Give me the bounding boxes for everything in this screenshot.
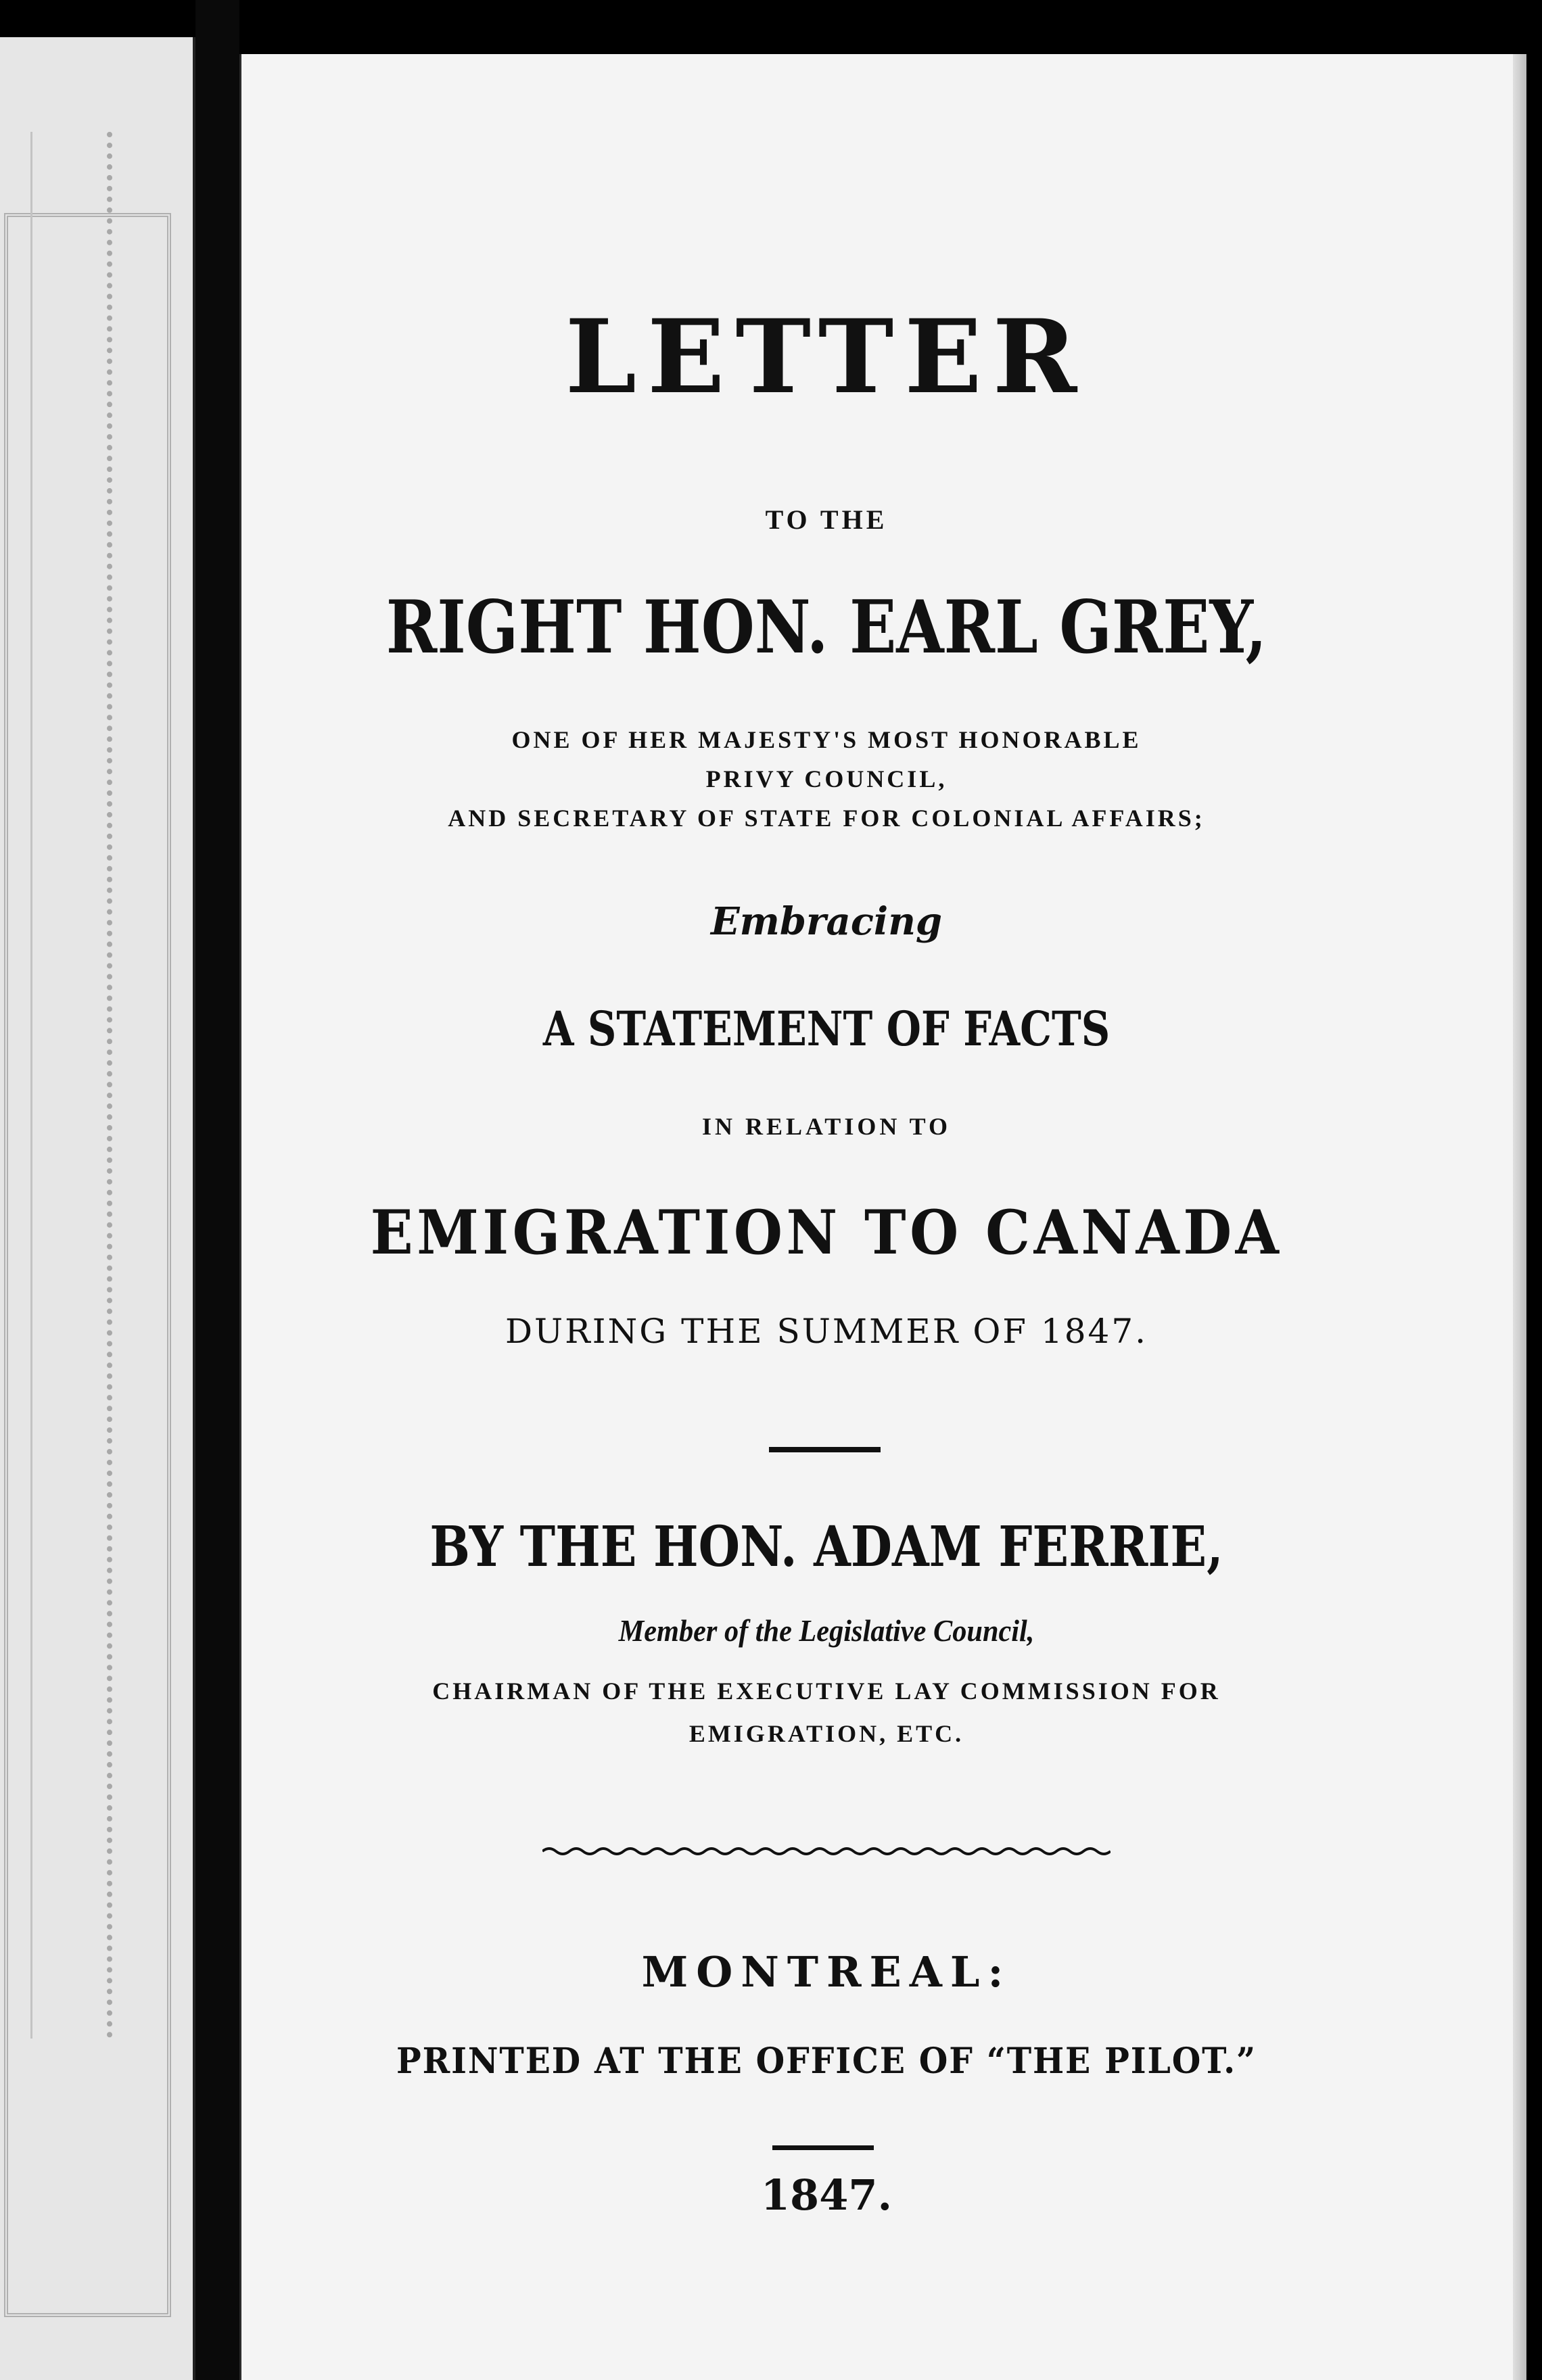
author-chair-line: EMIGRATION, ETC. bbox=[688, 1720, 964, 1747]
addressee-office-line: AND SECRETARY OF STATE FOR COLONIAL AFFAIRS; bbox=[448, 805, 1205, 832]
left-cover-board bbox=[0, 37, 195, 2380]
page-title: LETTER bbox=[565, 298, 1088, 416]
book-gutter bbox=[195, 0, 239, 2380]
period-line: DURING THE SUMMER OF 1847. bbox=[505, 1312, 1148, 1351]
addressee-office-line: PRIVY COUNCIL, bbox=[705, 765, 948, 792]
author-chair-line: CHAIRMAN OF THE EXECUTIVE LAY COMMISSION FOR bbox=[432, 1677, 1221, 1705]
to-the-line: TO THE bbox=[765, 504, 888, 535]
cover-ornament-vine bbox=[30, 132, 112, 2039]
divider-rule bbox=[769, 1447, 881, 1452]
addressee-office-line: ONE OF HER MAJESTY'S MOST HONORABLE bbox=[511, 726, 1142, 753]
subject-heading: EMIGRATION TO CANADA bbox=[370, 1197, 1283, 1268]
author-role: Member of the Legislative Council, bbox=[618, 1613, 1035, 1648]
wavy-divider bbox=[542, 1844, 1111, 1858]
author-line: BY THE HON. ADAM FERRIE, bbox=[429, 1515, 1223, 1579]
imprint-place: MONTREAL: bbox=[641, 1947, 1012, 1997]
page-edge bbox=[1513, 54, 1526, 2380]
imprint-year: 1847. bbox=[760, 2170, 893, 2220]
divider-rule bbox=[772, 2145, 874, 2150]
embracing-line: Embracing bbox=[710, 899, 943, 944]
title-page bbox=[239, 54, 1526, 2380]
addressee-name: RIGHT HON. EARL GREY, bbox=[386, 585, 1267, 670]
in-relation-to-line: IN RELATION TO bbox=[701, 1113, 952, 1140]
statement-heading: A STATEMENT OF FACTS bbox=[542, 1001, 1111, 1057]
imprint-printer: PRINTED AT THE OFFICE OF “THE PILOT.” bbox=[396, 2041, 1257, 2082]
